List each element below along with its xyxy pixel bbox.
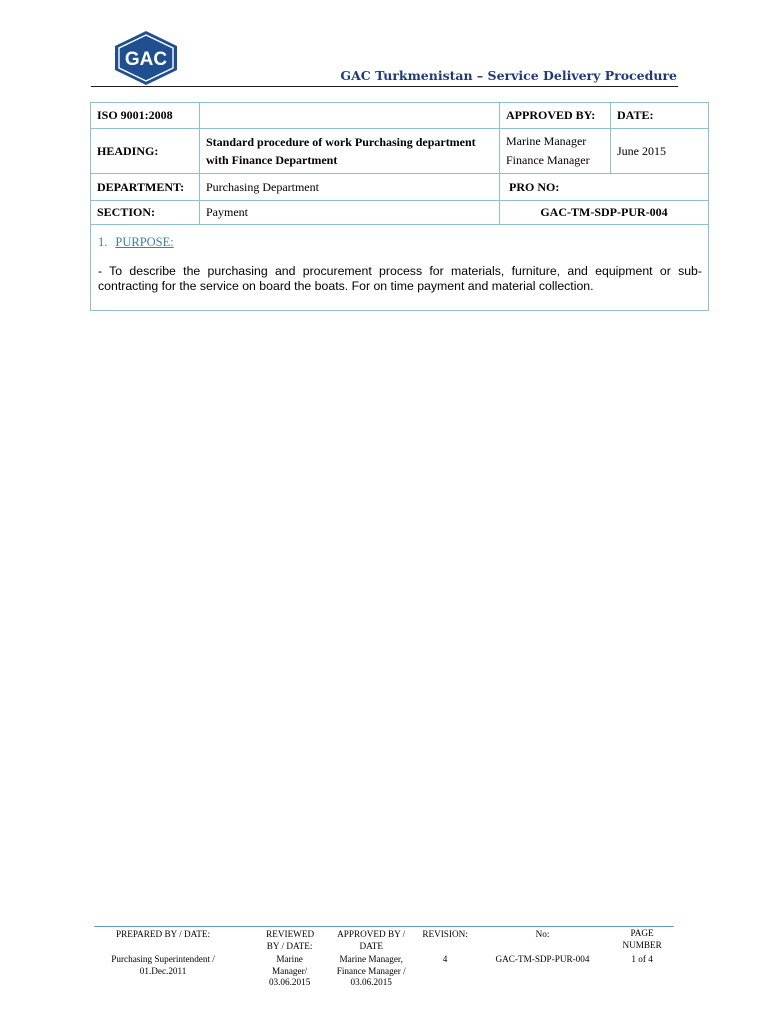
department-label: DEPARTMENT: xyxy=(91,174,200,201)
approved-by-label: APPROVED BY: xyxy=(500,103,611,129)
footer-header-prepared: PREPARED BY / DATE: xyxy=(116,929,211,939)
date-label: DATE: xyxy=(611,103,709,129)
purpose-number: 1. xyxy=(98,235,108,249)
svg-text:GAC: GAC xyxy=(124,49,168,70)
footer-divider xyxy=(94,926,674,927)
document-title: GAC Turkmenistan – Service Delivery Procedure xyxy=(340,68,677,83)
footer-table xyxy=(90,928,680,990)
date-value: June 2015 xyxy=(611,129,709,174)
footer-no-value: GAC-TM-SDP-PUR-004 xyxy=(495,954,590,964)
purpose-text: - To describe the purchasing and procurement process for materials, furniture, and equipment or sub-contracting for the service on board the boats. For on time payment and material collection. xyxy=(98,264,702,293)
pro-no-value: GAC-TM-SDP-PUR-004 xyxy=(500,201,709,225)
footer-header-revision: REVISION: xyxy=(422,929,468,939)
procedure-info-table xyxy=(90,102,709,311)
header-divider xyxy=(91,86,678,87)
department-value: Purchasing Department xyxy=(200,174,500,201)
iso-value-cell xyxy=(200,103,500,129)
footer-header-approved: APPROVED BY / DATE xyxy=(337,929,406,951)
gac-logo xyxy=(113,30,179,86)
pro-no-label: PRO NO: xyxy=(500,174,709,201)
footer-reviewed-value: Marine Manager/ 03.06.2015 xyxy=(268,954,311,987)
footer-page-value: 1 of 4 xyxy=(631,954,653,964)
footer-header-page: PAGE NUMBER xyxy=(622,928,662,950)
footer-revision-value: 4 xyxy=(442,954,448,964)
footer-header-no: No: xyxy=(535,929,550,939)
purpose-title: PURPOSE: xyxy=(115,235,174,249)
purpose-section xyxy=(91,225,709,311)
approvers-cell xyxy=(500,129,611,174)
section-label: SECTION: xyxy=(91,201,200,225)
footer-approved-value: Marine Manager, Finance Manager / 03.06.2015 xyxy=(336,954,406,987)
footer-header-reviewed: REVIEWED BY / DATE: xyxy=(266,929,315,951)
approver-marine-manager: Marine Manager xyxy=(506,134,587,148)
heading-label: HEADING: xyxy=(91,129,200,174)
iso-label: ISO 9001:2008 xyxy=(91,103,200,129)
approver-finance-manager: Finance Manager xyxy=(506,153,590,167)
section-value: Payment xyxy=(200,201,500,225)
purpose-heading xyxy=(98,235,702,250)
heading-value: Standard procedure of work Purchasing department with Finance Department xyxy=(200,129,500,174)
footer-prepared-value: Purchasing Superintendent / 01.Dec.2011 xyxy=(111,954,215,976)
